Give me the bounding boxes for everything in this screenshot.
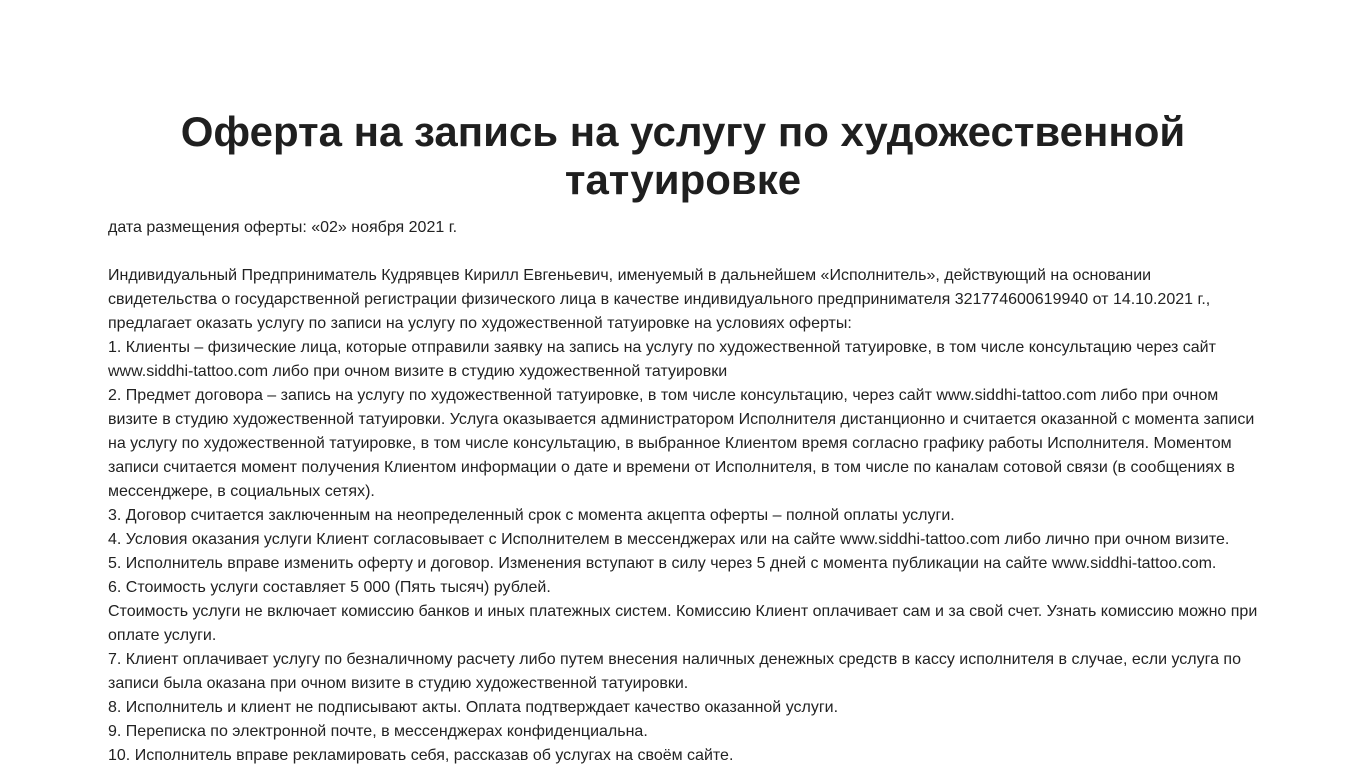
publication-date: дата размещения оферты: «02» ноября 2021 г. bbox=[108, 219, 458, 236]
clause-3: 3. Договор считается заключенным на неопределенный срок с момента акцепта оферты – полной оплаты услуги. bbox=[108, 507, 955, 524]
offer-document bbox=[108, 108, 1258, 768]
clause-8: 8. Исполнитель и клиент не подписывают акты. Оплата подтверждает качество оказанной услуги. bbox=[108, 699, 839, 716]
clause-7: 7. Клиент оплачивает услугу по безналичному расчету либо путем внесения наличных денежных средств в кассу исполнителя в случае, если услуга по записи была оказана при очном визите в студию художественной татуировки. bbox=[108, 651, 1241, 692]
clause-10: 10. Исполнитель вправе рекламировать себя, рассказав об услугах на своём сайте. bbox=[108, 747, 734, 764]
clause-5: 5. Исполнитель вправе изменить оферту и договор. Изменения вступают в силу через 5 дней с момента публикации на сайте www.siddhi-tattoo.com. bbox=[108, 555, 1217, 572]
clause-6: 6. Стоимость услуги составляет 5 000 (Пять тысяч) рублей. bbox=[108, 579, 551, 596]
clause-6-note: Стоимость услуги не включает комиссию банков и иных платежных систем. Комиссию Клиент оплачивает сам и за свой счет. Узнать комиссию можно при оплате услуги. bbox=[108, 603, 1258, 644]
clause-2: 2. Предмет договора – запись на услугу по художественной татуировке, в том числе консультацию, через сайт www.siddhi-tattoo.com либо при очном визите в студию художественной татуировки. Услуга оказывается администратором Исполнителя дистанционно и считается оказанной с момента записи на услугу по художественной татуировке, в том числе консультацию, в выбранное Клиентом время согласно графику работы Исполнителя. Моментом записи считается момент получения Клиентом информации о дате и времени от Исполнителя, в том числе по каналам сотовой связи (в сообщениях в мессенджере, в социальных сетях). bbox=[108, 387, 1255, 500]
clause-4: 4. Условия оказания услуги Клиент согласовывает с Исполнителем в мессенджерах или на сайте www.siddhi-tattoo.com либо лично при очном визите. bbox=[108, 531, 1230, 548]
intro-paragraph: Индивидуальный Предприниматель Кудрявцев Кирилл Евгеньевич, именуемый в дальнейшем «Исполнитель», действующий на основании свидетельства о государственной регистрации физического лица в качестве индивидуального предпринимателя 321774600619940 от 14.10.2021 г., предлагает оказать услугу по записи на услугу по художественной татуировке на условиях оферты: bbox=[108, 267, 1211, 332]
clause-9: 9. Переписка по электронной почте, в мессенджерах конфиденциальна. bbox=[108, 723, 648, 740]
page-title: Оферта на запись на услугу по художественной татуировке bbox=[180, 108, 1186, 203]
document-body bbox=[108, 264, 1258, 768]
clause-1: 1. Клиенты – физические лица, которые отправили заявку на запись на услугу по художественной татуировке, в том числе консультацию через сайт www.siddhi-tattoo.com либо при очном визите в студию художественной татуировки bbox=[108, 339, 1216, 380]
